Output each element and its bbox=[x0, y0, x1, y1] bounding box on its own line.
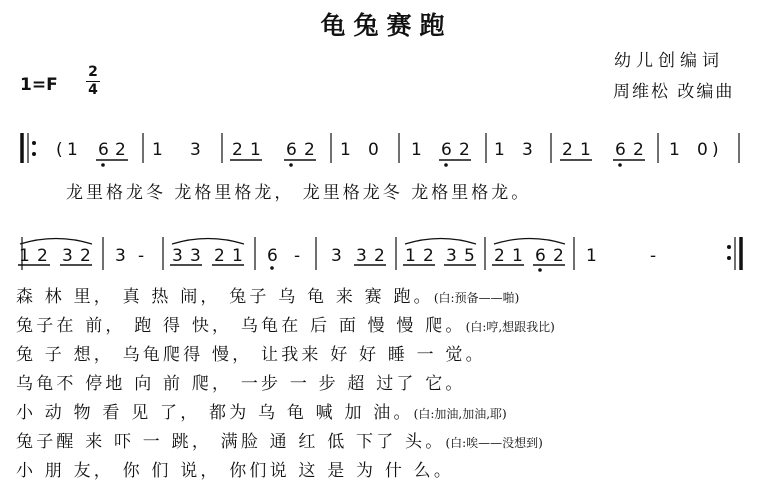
svg-text:2: 2 bbox=[214, 246, 225, 266]
verse-lyric: 兔子在 前， 跑 得 快， 乌龟在 后 面 慢 慢 爬。 bbox=[16, 316, 466, 336]
svg-text:1: 1 bbox=[250, 140, 261, 160]
verse-aside: (白:加油,加油,耶) bbox=[413, 407, 507, 421]
svg-text:3: 3 bbox=[190, 140, 201, 160]
svg-text:3: 3 bbox=[190, 246, 201, 266]
svg-text:3: 3 bbox=[331, 246, 342, 266]
svg-text:1: 1 bbox=[411, 140, 422, 160]
intro-staff bbox=[22, 133, 739, 167]
song-title: 龟兔赛跑 bbox=[320, 11, 453, 40]
svg-text:3: 3 bbox=[522, 140, 533, 160]
svg-text:-: - bbox=[650, 246, 657, 266]
verse-row bbox=[16, 456, 454, 481]
svg-text:2: 2 bbox=[459, 140, 470, 160]
svg-text:1: 1 bbox=[152, 140, 163, 160]
svg-text:(: ( bbox=[56, 140, 63, 160]
composer-credit: 周维松 改编曲 bbox=[613, 82, 735, 102]
svg-text:1: 1 bbox=[19, 246, 30, 266]
svg-text:1: 1 bbox=[494, 140, 505, 160]
key-signature: 1=F bbox=[20, 75, 58, 95]
verse-aside: (白:预备——啪) bbox=[433, 291, 520, 305]
svg-text:1: 1 bbox=[340, 140, 351, 160]
svg-text:2: 2 bbox=[37, 246, 48, 266]
svg-text:2: 2 bbox=[494, 246, 505, 266]
verse-row bbox=[16, 282, 519, 307]
svg-text:3: 3 bbox=[172, 246, 183, 266]
svg-text:6: 6 bbox=[98, 140, 109, 160]
svg-text:6: 6 bbox=[535, 246, 546, 266]
verse-row bbox=[16, 340, 486, 365]
svg-text:2: 2 bbox=[304, 140, 315, 160]
verse-aside: (白:哼,想跟我比) bbox=[465, 320, 555, 334]
svg-text:2: 2 bbox=[633, 140, 644, 160]
time-signature-top: 2 bbox=[88, 64, 98, 80]
verse-lyric: 乌龟不 停地 向 前 爬， 一步 一 步 超 过了 它。 bbox=[16, 374, 466, 394]
verse-aside: (白:唉——没想到) bbox=[445, 436, 543, 450]
svg-text:3: 3 bbox=[115, 246, 126, 266]
svg-text:2: 2 bbox=[232, 140, 243, 160]
svg-text:1: 1 bbox=[580, 140, 591, 160]
verse-row bbox=[16, 398, 507, 423]
svg-text:2: 2 bbox=[553, 246, 564, 266]
svg-text:0: 0 bbox=[697, 140, 708, 160]
verse-lyric: 森 林 里， 真 热 闹， 兔子 乌 龟 来 赛 跑。 bbox=[16, 287, 434, 307]
time-signature-bottom: 4 bbox=[88, 82, 98, 98]
svg-text:6: 6 bbox=[286, 140, 297, 160]
svg-text:6: 6 bbox=[441, 140, 452, 160]
svg-text:1: 1 bbox=[67, 140, 78, 160]
svg-text:-: - bbox=[138, 246, 145, 266]
svg-text:3: 3 bbox=[356, 246, 367, 266]
verse-lyric: 兔 子 想， 乌龟爬得 慢， 让我来 好 好 睡 一 觉。 bbox=[16, 345, 486, 365]
svg-text:2: 2 bbox=[374, 246, 385, 266]
verse-row bbox=[16, 427, 543, 452]
svg-text:0: 0 bbox=[368, 140, 379, 160]
svg-text:-: - bbox=[294, 246, 301, 266]
svg-text:2: 2 bbox=[115, 140, 126, 160]
svg-text:1: 1 bbox=[586, 246, 597, 266]
svg-text:6: 6 bbox=[615, 140, 626, 160]
svg-text:3: 3 bbox=[62, 246, 73, 266]
verse-row bbox=[16, 311, 555, 336]
svg-text:): ) bbox=[712, 140, 719, 160]
svg-text:1: 1 bbox=[669, 140, 680, 160]
svg-text:6: 6 bbox=[267, 246, 278, 266]
svg-text:1: 1 bbox=[405, 246, 416, 266]
svg-text:2: 2 bbox=[423, 246, 434, 266]
verse-row bbox=[16, 369, 466, 394]
svg-text:1: 1 bbox=[232, 246, 243, 266]
lyricist-credit: 幼儿创编词 bbox=[614, 51, 724, 71]
svg-text:1: 1 bbox=[512, 246, 523, 266]
verse-lyric: 小 朋 友， 你 们 说， 你们说 这 是 为 什 么。 bbox=[16, 461, 455, 481]
main-staff bbox=[18, 237, 741, 272]
svg-text:5: 5 bbox=[464, 246, 475, 266]
svg-text:2: 2 bbox=[562, 140, 573, 160]
intro-lyric: 龙里格龙冬 龙格里格龙， 龙里格龙冬 龙格里格龙。 bbox=[66, 183, 532, 203]
svg-text:2: 2 bbox=[80, 246, 91, 266]
verse-lyric: 兔子醒 来 吓 一 跳， 满脸 通 红 低 下了 头。 bbox=[16, 432, 446, 452]
svg-text:3: 3 bbox=[446, 246, 457, 266]
verse-lyric: 小 动 物 看 见 了， 都为 乌 龟 喊 加 油。 bbox=[16, 403, 414, 423]
